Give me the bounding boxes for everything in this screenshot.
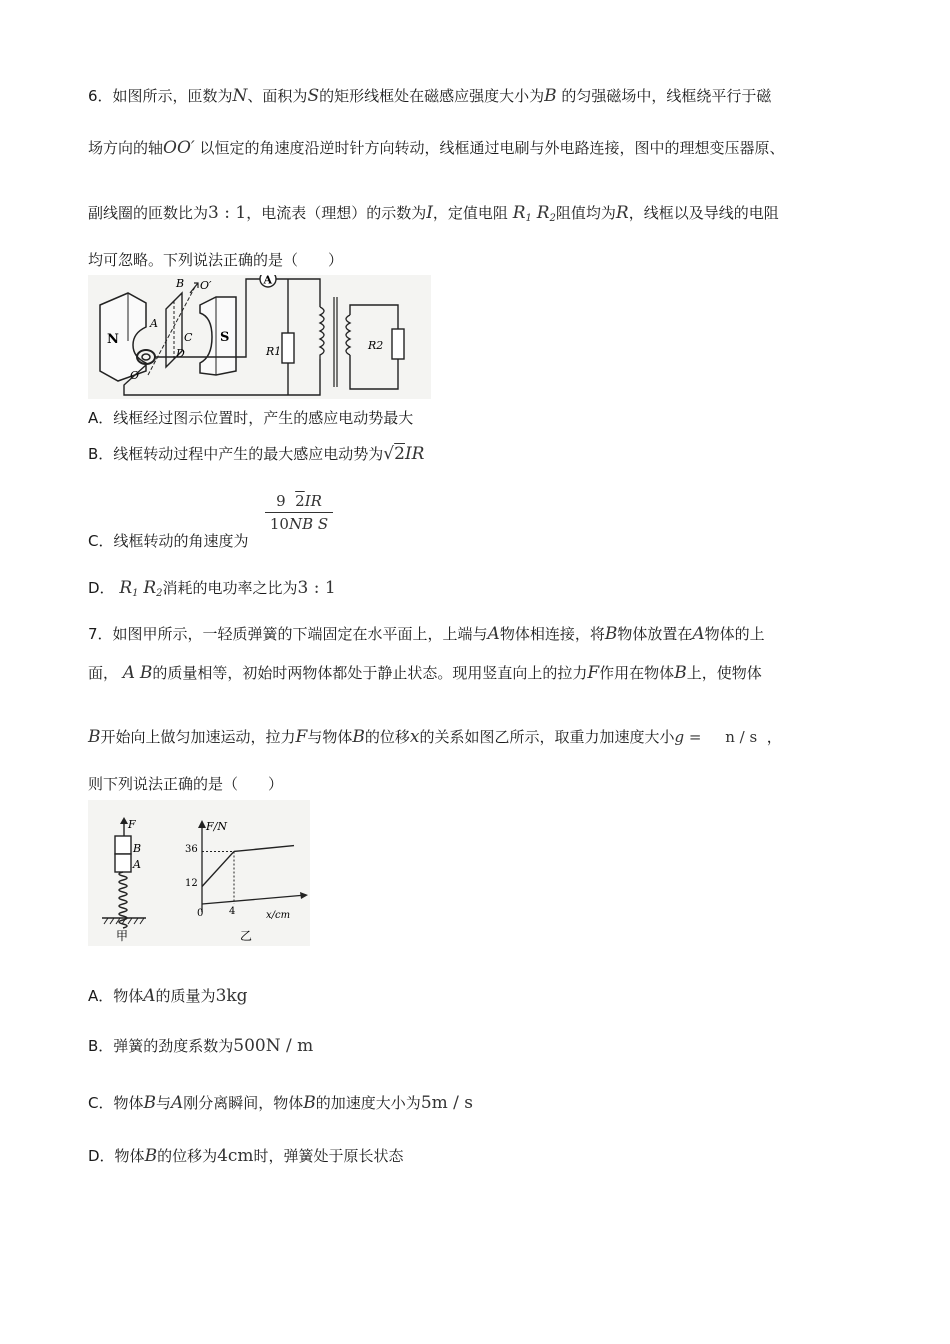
resistor-r1 bbox=[282, 333, 294, 363]
q6-option-d: D． $R_1$ $R_2$消耗的电功率之比为3 : 1 bbox=[88, 578, 336, 599]
fraction-numerator: 9 2IR bbox=[265, 492, 333, 513]
magnet-n-label: N bbox=[107, 332, 119, 347]
fraction-denominator: 10NB S bbox=[269, 515, 329, 533]
value-3kg: 3kg bbox=[215, 986, 248, 1006]
secondary-coil bbox=[346, 315, 350, 355]
block-b bbox=[115, 836, 131, 854]
y-tick-12: 12 bbox=[185, 878, 198, 889]
y-axis-arrow bbox=[198, 820, 206, 828]
q7-figure bbox=[88, 800, 310, 946]
math-R: R bbox=[615, 203, 629, 223]
caption-jia: 甲 bbox=[116, 929, 129, 943]
caption-yi: 乙 bbox=[240, 929, 253, 943]
x-tick-0: 0 bbox=[197, 908, 204, 919]
q6-option-b: B．线框转动过程中产生的最大感应电动势为√2IR bbox=[88, 444, 425, 464]
math-R1: $R_1$ bbox=[512, 203, 532, 224]
math-R1: $R_1$ bbox=[119, 578, 139, 599]
q7-option-d: D．物体B的位移为4cm时，弹簧处于原长状态 bbox=[88, 1146, 404, 1166]
force-label: F bbox=[128, 818, 136, 831]
math-R2: $R_2$ bbox=[536, 203, 556, 224]
q7-option-a: A．物体A的质量为3kg bbox=[88, 986, 248, 1006]
q6-option-c-fraction bbox=[265, 492, 333, 533]
magnet-n-pole bbox=[100, 293, 146, 381]
point-o-label: O bbox=[130, 369, 140, 382]
resistor-r2-label: R2 bbox=[368, 339, 384, 352]
point-a-label: A bbox=[150, 317, 158, 330]
y-axis-title: F/N bbox=[206, 820, 227, 833]
q7-option-b: B．弹簧的劲度系数为500N / m bbox=[88, 1036, 314, 1056]
spring bbox=[119, 872, 127, 928]
math-N: N bbox=[232, 86, 248, 106]
fx-segment-after-separation bbox=[234, 846, 294, 852]
q6-option-c: C．线框转动的角速度为 bbox=[88, 532, 249, 550]
point-b-label: B bbox=[176, 277, 185, 290]
block-b-label: B bbox=[133, 842, 142, 855]
wire-to-primary bbox=[276, 279, 320, 307]
ground-hatch bbox=[104, 918, 144, 924]
x-axis-arrow bbox=[300, 892, 308, 899]
math-axis-OO: OO′ bbox=[163, 138, 195, 158]
point-d-label: D bbox=[176, 347, 185, 360]
resistor-r2 bbox=[392, 329, 404, 359]
ammeter-label: A bbox=[263, 275, 273, 287]
point-c-label: C bbox=[184, 331, 193, 344]
fx-graph bbox=[185, 820, 308, 943]
math-I: I bbox=[426, 203, 433, 223]
magnet-s-pole bbox=[200, 297, 236, 375]
q6-stem-line-4: 均可忽略。下列说法正确的是（ ） bbox=[88, 251, 344, 269]
q7-stem-line-3: B开始向上做匀加速运动，拉力F与物体B的位移x的关系如图乙所示，取重力加速度大小g = n / s ， bbox=[88, 727, 782, 747]
math-sqrt-2-ir: √2IR bbox=[383, 444, 425, 464]
math-ratio: 3 : 1 bbox=[297, 578, 336, 598]
force-arrow-head bbox=[120, 817, 128, 824]
resistor-r1-label: R1 bbox=[266, 345, 282, 358]
slip-rings bbox=[137, 350, 155, 364]
q6-stem-line-1: 6．如图所示，匝数为N、面积为S的矩形线框处在磁感应强度大小为B 的匀强磁场中，线框绕平行于磁 bbox=[88, 86, 772, 106]
x-axis bbox=[202, 895, 306, 904]
q7-stem-line-2: 面， A B的质量相等，初始时两物体都处于静止状态。现用竖直向上的拉力F作用在物体B上，使物体 bbox=[88, 663, 762, 683]
primary-coil bbox=[320, 307, 324, 359]
q7-stem-line-4: 则下列说法正确的是（ ） bbox=[88, 775, 284, 793]
q6-circuit-figure bbox=[88, 275, 431, 399]
x-tick-4: 4 bbox=[229, 906, 236, 917]
math-R2: $R_2$ bbox=[143, 578, 163, 599]
block-a-label: A bbox=[133, 858, 141, 871]
q6-stem-line-3: 副线圈的匝数比为3 : 1，电流表（理想）的示数为I，定值电阻 $R_1$ $R_2$阻值均为R，线框以及导线的电阻 bbox=[88, 203, 779, 224]
value-5m-per-s: 5m / s bbox=[420, 1093, 474, 1113]
point-o-prime-label: O′ bbox=[200, 279, 212, 292]
block-a bbox=[115, 854, 131, 872]
q7-option-c: C．物体B与A刚分离瞬间，物体B的加速度大小为5m / s bbox=[88, 1093, 474, 1113]
value-4cm: 4cm bbox=[217, 1146, 254, 1166]
value-500n-per-m: 500N / m bbox=[233, 1036, 314, 1056]
magnet-s-label: S bbox=[220, 330, 230, 345]
q6-stem-line-2: 场方向的轴OO′ 以恒定的角速度沿逆时针方向转动，线框通过电刷与外电路连接，图中的理想变压器原、 bbox=[88, 138, 785, 158]
q7-stem-line-1: 7．如图甲所示，一轻质弹簧的下端固定在水平面上，上端与A物体相连接，将B物体放置在A物体的上 bbox=[88, 624, 765, 644]
y-tick-36: 36 bbox=[185, 844, 198, 855]
fx-segment-accelerating-together bbox=[202, 851, 234, 886]
spring-setup-jia bbox=[102, 817, 146, 943]
math-B: B bbox=[544, 86, 557, 106]
q6-option-a: A．线框经过图示位置时，产生的感应电动势最大 bbox=[88, 409, 414, 427]
math-S: S bbox=[307, 86, 320, 106]
math-ratio: 3 : 1 bbox=[208, 203, 247, 223]
x-axis-title: x/cm bbox=[266, 910, 291, 921]
ammeter bbox=[260, 275, 276, 287]
transformer-core bbox=[334, 297, 337, 387]
